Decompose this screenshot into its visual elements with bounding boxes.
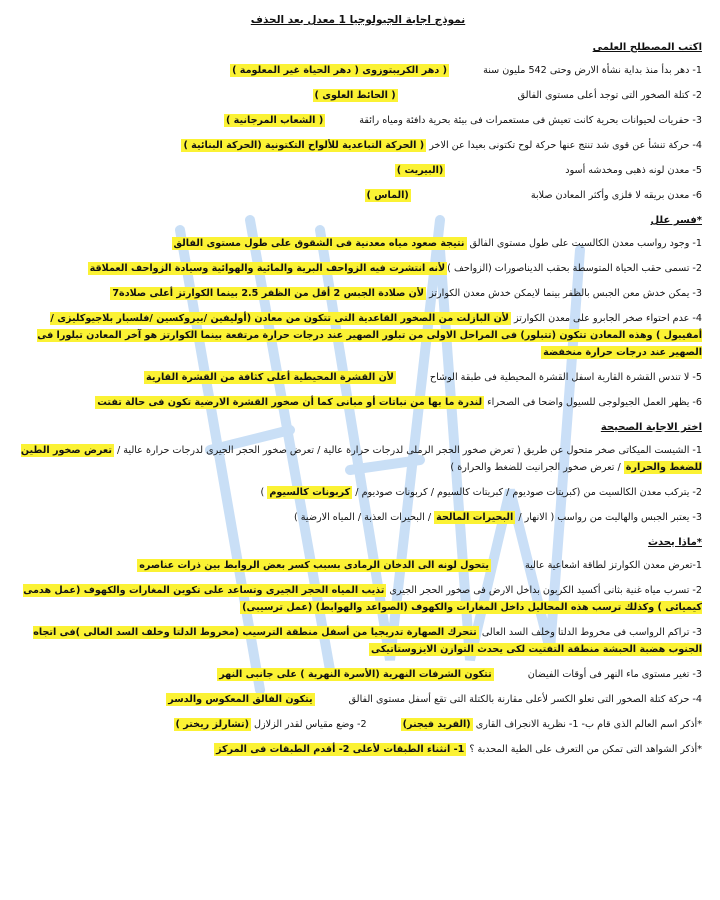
question-text: 3- تراكم الرواسب فى مخروط الدلتا وخلف السد العالى [481,627,702,638]
answer-highlight: لأن القشرة المحيطية أعلى كثافة من القشرة القارية [146,372,394,383]
answer-highlight: ( الحائط العلوى ) [314,90,396,101]
answer-highlight: (البيريت ) [396,165,444,176]
answer-highlight: البحيرات المالحة [436,512,514,523]
list-item [14,162,702,179]
question-text: 2- تسمى حقب الحياة المتوسطة بحقب الديناصورات (الزواحف ) [447,263,702,274]
list-item [14,741,702,758]
question-text: 1- الشيست الميكاتى صخر متحول عن طريق ( تعرض صخور الحجر الرملى لدرجات حرارة عالية / تعرض صخور الحجر الجيرى لدرجات حرارة عالية / [117,445,702,456]
list-item [14,509,702,526]
question-text: 1-تعرض معدن الكوارتز لطاقة اشعاعية عالية [524,560,702,571]
list-item [14,87,702,104]
list-item [14,137,702,154]
answer-highlight: ( الشعاب المرجانية ) [225,115,324,126]
answer-highlight: تعرض صخور الطين للضغط والحرارة [20,445,702,473]
question-text-cont: / تعرض صخور الجرانيت للضغط والحرارة ) [450,462,621,473]
list-item [14,235,702,252]
list-item [14,260,702,277]
list-item [14,691,702,708]
list-item [14,442,702,476]
list-item [14,484,702,501]
question-text: 2- تسرب مياه غنية بثانى أكسيد الكربون بداخل الارض فى صخور الحجر الجيرى [389,585,702,596]
question-text-cont: / البحيرات العذبة / المياه الارضية ) [294,512,432,523]
question-text: 4- حركة كتلة الصخور التى تعلو الكسر لأعلى مقارنة بالكتلة التى تقع أسفل مستوى الفالق [348,694,702,705]
answer-highlight: لأن صلادة الجبس 2 أقل من الظفر 2.5 بينما الكوارتز أعلى صلادة7 [112,288,425,299]
question-text: 4- حركة تنشأ عن قوى شد تنتج عنها حركة لوح تكتونى بعيدا عن الاخر [429,140,702,151]
question-text: 3- تغير مستوى ماء النهر فى أوقات الفيضان [527,669,702,680]
answer-highlight: نتيجة صعود مياه معدنية فى الشقوق على طول مستوى الفالق [173,238,465,249]
question-text-cont: 2- وضع مقياس لقدر الزلازل [254,719,367,730]
answer-highlight: ( الحركة التباعدية للألواح التكتونية (الحركة البنائية ) [183,140,425,151]
page-title: نموذج اجابة الجيولوجيا 1 معدل بعد الحذف [250,14,466,26]
question-text-cont: ) [260,487,265,498]
list-item [14,112,702,129]
answer-highlight: تذيب المياه الحجر الجيرى وتساعد على تكوين المغارات والكهوف (عمل هدمى كيميائى ) وكذلك ترسب هذه المحاليل داخل المغارات والكهوف (الصواعد والهوابط) (عمل ترسيبى) [23,585,702,613]
answer-highlight: (الماس ) [366,190,409,201]
question-text: 3- حفريات لحيوانات بحرية كانت تعيش فى مستعمرات فى بيئة بحرية دافئة ومياه رائقة [359,115,702,126]
answer-highlight: تتكون الشرفات النهرية (الأسرة النهرية ) على جانبى النهر [219,669,492,680]
section-heading-choose: اختر الاجابة الصحيحة [600,422,702,433]
answer-highlight: (الفريد فيجنر) [402,719,471,730]
answer-highlight: تتحرك الصهارة تدريجيا من أسفل منطقة الترسيب (مخروط الدلتا وخلف السد العالى )فى اتجاه الجنوب هضبة الحبشة منطقة التفتيت لكى يحدث التوازن الايزوستاتيكى [33,627,702,655]
question-text: 1- وجود رواسب معدن الكالسيت على طول مستوى الفالق [469,238,702,249]
question-text: 2- يتركب معدن الكالسيت من (كبريتات صوديوم / كبريتات كالسيوم / كربونات صوديوم / [355,487,702,498]
list-item [14,369,702,386]
list-item [14,187,702,204]
answer-highlight: لأن البازلت من الصخور القاعدية التى تتكون من معادن (أوليفين /بيروكسين /فلسبار بلاجيوكليزى / أمفيبول ) وهذه المعادن تتكون (تتبلور) فى المراحل الاولى من تبلور الصهير عند درجات حرارة مرتفعة بينما الكوارتز هو آخر المعادن تبلورا فى الصهير عند درجات حرارة منخفضة [37,313,702,358]
question-text: *أذكر اسم العالم الذى قام ب- 1- نظرية الانجراف القارى [475,719,702,730]
list-item [14,285,702,302]
section-heading-explain: *فسر علل [650,215,702,226]
question-text: *أذكر الشواهد التى تمكن من التعرف على الطية المحدبة ؟ [469,744,702,755]
answer-highlight: يتكون الفالق المعكوس والدسر [168,694,313,705]
answer-highlight: لندرة ما بها من نباتات أو مبانى كما أن صخور القشرة الارضية تكون فى حالة تفتت [97,397,483,408]
question-text: 1- دهر بدأ منذ بداية نشأة الارض وحتى 542 مليون سنة [483,65,702,76]
answer-highlight: لأنه انتشرت فيه الزواحف البرية والمائية والهوائية وسيادة الزواحف العملاقة [89,263,446,274]
list-item [14,666,702,683]
question-text: 4- عدم احتواء صخر الجابرو على معدن الكوارتز [513,313,702,324]
question-text: 3- يعتبر الجبس والهاليت من رواسب ( الانهار / [518,512,702,523]
question-text: 2- كتلة الصخور التى توجد أعلى مستوى الفالق [517,90,702,101]
question-text: 5- لا تندس القشرة القارية اسفل القشرة المحيطية فى طبقة الوشاح [429,372,702,383]
list-item [14,624,702,658]
answer-highlight: يتحول لونه الى الدخان الرمادى بسبب كسر بعض الروابط بين ذرات عناصره [139,560,489,571]
section-heading-what-happens: *ماذا يحدث [647,537,702,548]
answer-highlight: كربونات كالسيوم [269,487,351,498]
list-item [14,310,702,361]
list-item [14,394,702,411]
list-item [14,62,702,79]
question-text: 6- معدن بريقه لا فلزى وأكثر المعادن صلابة [530,190,702,201]
answer-highlight: (تشارلز ريختر ) [175,719,249,730]
question-text: 3- يمكن خدش معن الجبس بالظفر بينما لايمكن خدش معدن الكوارتز [429,288,702,299]
answer-highlight: 1- انثناء الطبقات لأعلى 2- أقدم الطبقات فى المركز [216,744,465,755]
list-item [14,716,702,733]
answer-highlight: ( دهر الكريبتوزوى ( دهر الحياة غير المعلومة ) [232,65,448,76]
list-item [14,582,702,616]
question-text: 5- معدن لونه ذهبى ومخدشه أسود [565,165,702,176]
list-item [14,557,702,574]
question-text: 6- يظهر العمل الجيولوجى للسيول واضحا فى الصحراء [487,397,702,408]
section-heading-scientific-term: اكتب المصطلح العلمى [592,42,702,53]
